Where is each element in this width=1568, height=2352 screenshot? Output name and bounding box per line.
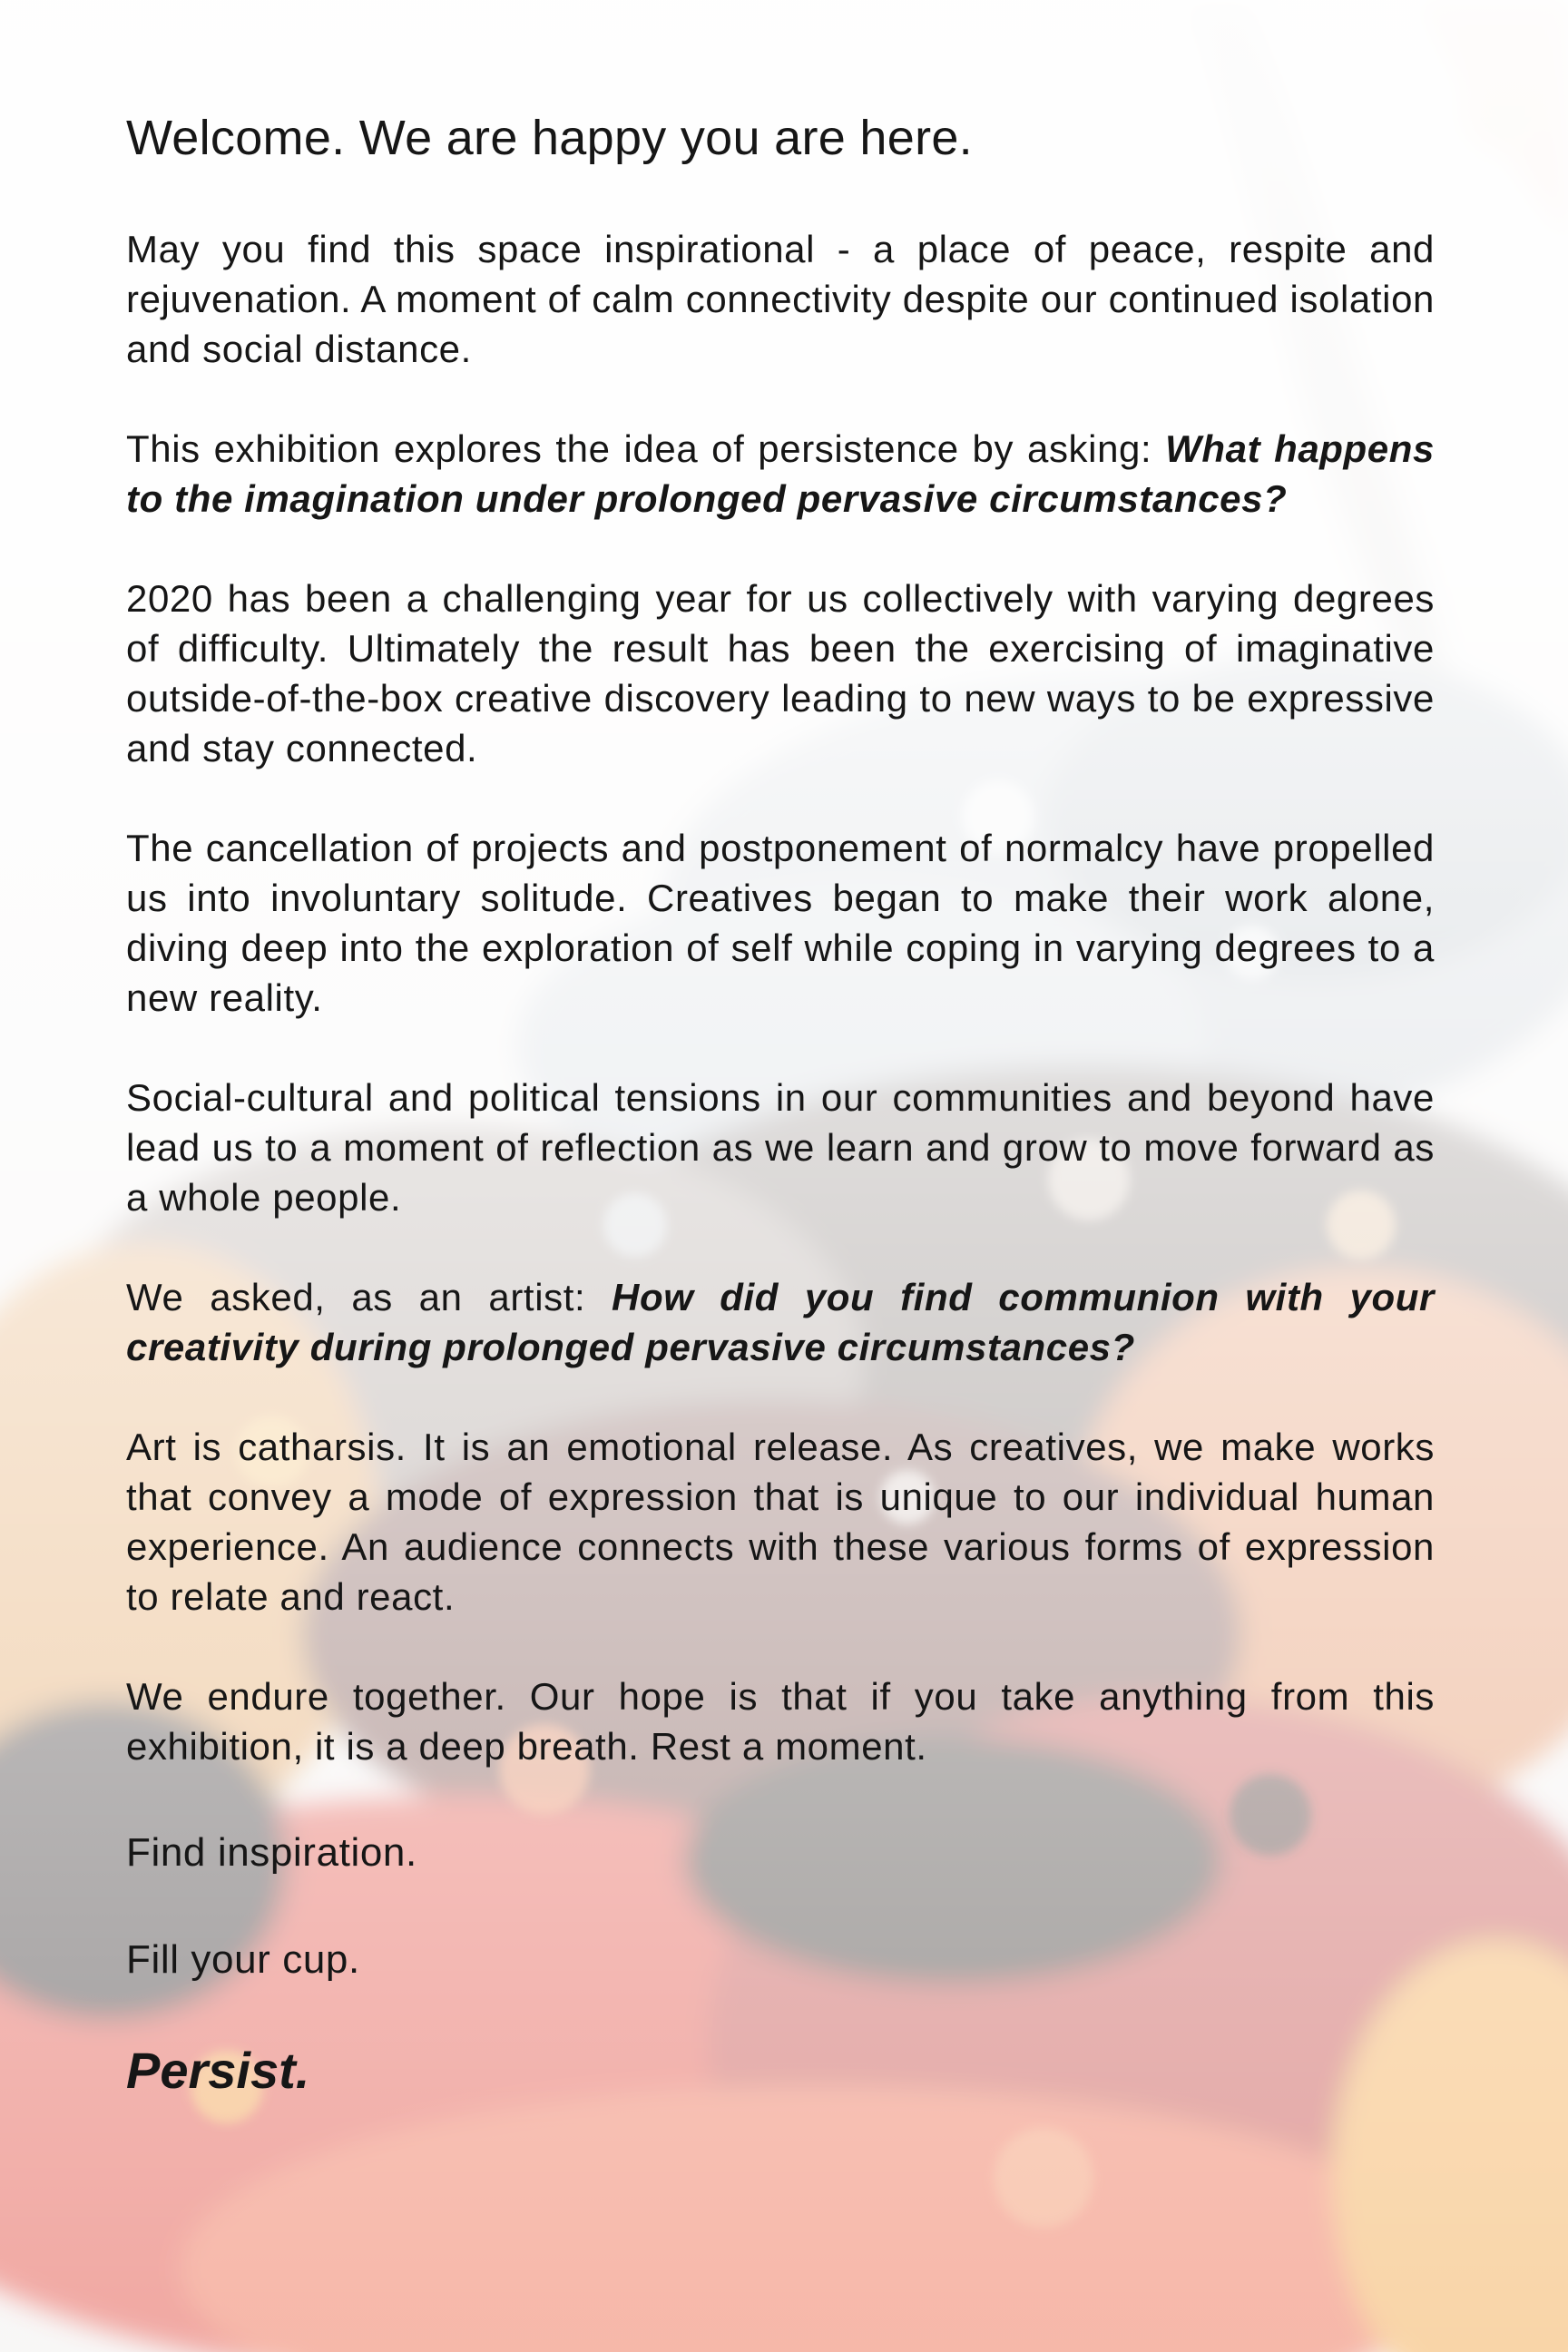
paragraph-artist-question [126,1272,1435,1372]
paragraph-endure: We endure together. Our hope is that if you take anything from this exhibition, it is a deep breath. Rest a moment. [126,1674,1435,1768]
paragraph-social-cultural: Social-cultural and political tensions in our communities and beyond have lead us to a moment of reflection as we learn and grow to move forward as a whole people. [126,1075,1435,1219]
exhibition-question: What happens to the imagination under prolonged pervasive circumstances? [126,426,1435,520]
welcome-heading: Welcome. We are happy you are here. [126,111,973,165]
artist-question-lead: We asked, as an artist: [126,1275,586,1318]
closing-persist: Persist. [126,2041,310,2099]
exhibition-question-lead: This exhibition explores the idea of persistence by asking: [126,426,1152,470]
paragraph-2020: 2020 has been a challenging year for us collectively with varying degrees of difficulty. Ultimately the result has been the exercising of imaginative outside-of-the-box creative discovery leading to new ways to be expressive and stay connected. [126,576,1435,769]
closing-fill-your-cup: Fill your cup. [126,1936,360,1982]
paragraph-exhibition-question [126,424,1435,524]
artist-question: How did you find communion with your creativity during prolonged pervasive circumstances? [126,1275,1435,1368]
closing-find-inspiration: Find inspiration. [126,1829,417,1875]
paragraph-intro: May you find this space inspirational - a place of peace, respite and rejuvenation. A moment of calm connectivity despite our continued isolation and social distance. [126,227,1435,370]
paragraph-cancellation: The cancellation of projects and postponement of normalcy have propelled us into involuntary solitude. Creatives began to make their work alone, diving deep into the exploration of self while coping in varying degrees to a new reality. [126,826,1435,1019]
welcome-text-panel [126,109,1435,2100]
paragraph-catharsis: Art is catharsis. It is an emotional release. As creatives, we make works that convey a mode of expression that is unique to our individual human experience. An audience connects with these various forms of expression to relate and react. [126,1425,1435,1618]
